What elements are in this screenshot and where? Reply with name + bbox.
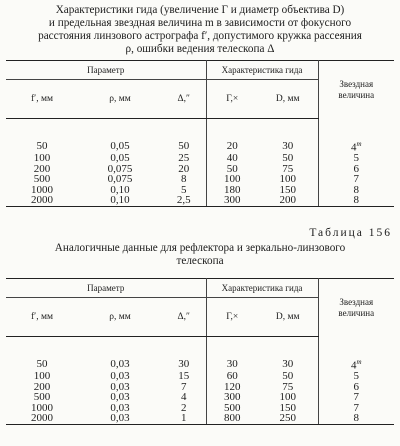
table-row: 1000 0,10 5 180 150 8: [31, 183, 359, 196]
table-156-caption: [6, 242, 394, 268]
caption-line: телескопа: [176, 255, 224, 267]
header-gamma: Γ,×: [206, 298, 258, 337]
table-row: 500 0,075 8 100 100 7: [33, 173, 359, 186]
header-gamma: Γ,×: [206, 80, 258, 119]
guide-table-refractor: [6, 60, 394, 207]
header-diameter: D, мм: [258, 80, 318, 119]
header-parameter: Параметр: [6, 61, 206, 80]
header-magnitude: Звездная величина: [318, 61, 394, 119]
header-rho: ρ, мм: [78, 80, 162, 119]
header-magnitude: Звездная величина: [318, 279, 394, 337]
table-number: Таблица 156: [309, 227, 392, 239]
table-row: 500 0,03 4 300 100 7: [33, 391, 359, 404]
table-row: 2000 0,03 1 800 250 8: [6, 413, 394, 424]
guide-table-reflector: [6, 278, 394, 425]
header-guide-characteristic: Характеристика гида: [206, 61, 318, 80]
caption-line: Аналогичные данные для рефлектора и зеркально-линзового: [54, 242, 346, 254]
table-row: 2000 0,10 2,5 300 200 8: [6, 195, 394, 206]
table-row: 200 0,075 20 50 75 6: [33, 162, 359, 175]
header-delta: Δ,″: [162, 80, 206, 119]
table-row: 100 0,03 15 60 50 5: [33, 370, 359, 383]
caption-line: и предельная звездная величина m в зависимости от фокусного: [48, 17, 352, 29]
header-rho: ρ, мм: [78, 298, 162, 337]
table-row: 200 0,03 7 120 75 6: [33, 380, 359, 393]
table-row: 1000 0,03 2 500 150 7: [31, 401, 359, 414]
table-row: 50 0,05 50 20 30 4$^m$: [36, 139, 362, 154]
header-focal-length: f′, мм: [6, 80, 78, 119]
header-delta: Δ,″: [162, 298, 206, 337]
table-155-caption: [6, 4, 394, 56]
table-row: 50 0,03 30 30 30 4$^m$: [36, 357, 362, 372]
header-diameter: D, мм: [258, 298, 318, 337]
header-guide-characteristic: Характеристика гида: [206, 279, 318, 298]
caption-line: Характеристики гида (увеличение Γ и диаметр объектива D): [55, 4, 345, 16]
caption-line: расстояния линзового астрографа f′, допустимого кружка рассеяния: [38, 30, 362, 42]
caption-line: ρ, ошибки ведения телескопа Δ: [125, 43, 275, 55]
table-row: 100 0,05 25 40 50 5: [33, 152, 359, 165]
header-parameter: Параметр: [6, 279, 206, 298]
header-focal-length: f′, мм: [6, 298, 78, 337]
